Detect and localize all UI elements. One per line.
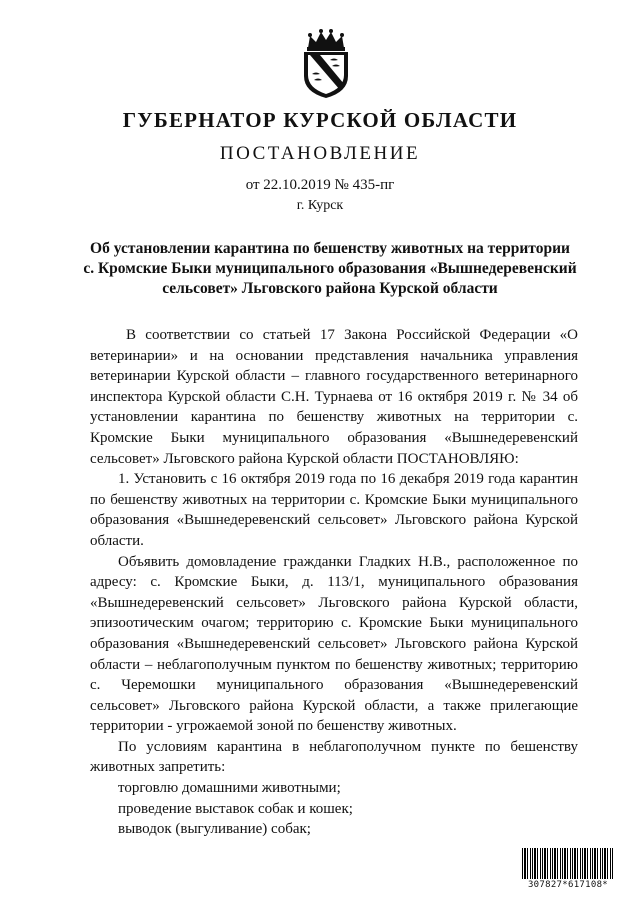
prohibition-item: выводок (выгуливание) собак; (118, 821, 311, 838)
barcode (522, 848, 614, 892)
heading-line-3: сельсовет» Льговского района Курской области (162, 280, 498, 297)
coat-of-arms-icon (296, 28, 356, 100)
barcode-number: 307827*617108* (527, 880, 609, 890)
document-type: ПОСТАНОВЛЕНИЕ (219, 143, 421, 164)
document-body (90, 325, 578, 840)
heading-line-1: Об установлении карантина по бешенству животных на территории (90, 240, 570, 257)
heading-line-2: с. Кромские Быки муниципального образования «Вышнедеревенский (83, 260, 577, 277)
authority-title: ГУБЕРНАТОР КУРСКОЙ ОБЛАСТИ (122, 108, 518, 132)
prohibition-item: торговлю домашними животными; (118, 780, 341, 797)
date-number-line: от 22.10.2019 № 435-пг (245, 177, 395, 193)
clause-1-paragraph: 1. Установить с 16 октября 2019 года по 16 декабря 2019 года карантин по бешенству животных на территории с. Кромские Быки муниципального образования «Вышнедеревенский сельсовет» Льговского района Курской области. (90, 471, 578, 549)
prohibit-paragraph: По условиям карантина в неблагополучном пункте по бешенству животных запретить: (90, 738, 578, 776)
prohibition-item: проведение выставок собак и кошек; (118, 800, 353, 817)
preamble-paragraph: В соответствии со статьей 17 Закона Российской Федерации «О ветеринарии» и на основании представления начальника управления ветеринарии Курской области – главного государственного ветеринарного инспектора Курской области С.Н. Турнаева от 16 октября 2019 г. № 34 об установлении карантина по бешенству животных на территории с. Кромские Быки муниципального образования «Вышнедеревенский сельсовет» Льговского района Курской области ПОСТАНОВЛЯЮ: (90, 327, 578, 467)
declare-paragraph: Объявить домовладение гражданки Гладких Н.В., расположенное по адресу: с. Кромские Быки, д. 113/1, муниципального образования «Вышнедеревенский сельсовет» Льговского района Курской области, эпизоотическим очагом; территорию с. Кромские Быки муниципального образования «Вышнедеревенский сельсовет» Льговского района Курской области – неблагополучным пунктом по бешенству животных; территорию с. Черемошки муниципального образования «Вышнедеревенский сельсовет» Льговского района Курской области, а также прилегающие территории - угрожаемой зоной по бешенству животных. (90, 553, 578, 735)
city-line: г. Курск (296, 198, 344, 213)
barcode-bars (522, 848, 614, 879)
document-heading (80, 239, 580, 299)
